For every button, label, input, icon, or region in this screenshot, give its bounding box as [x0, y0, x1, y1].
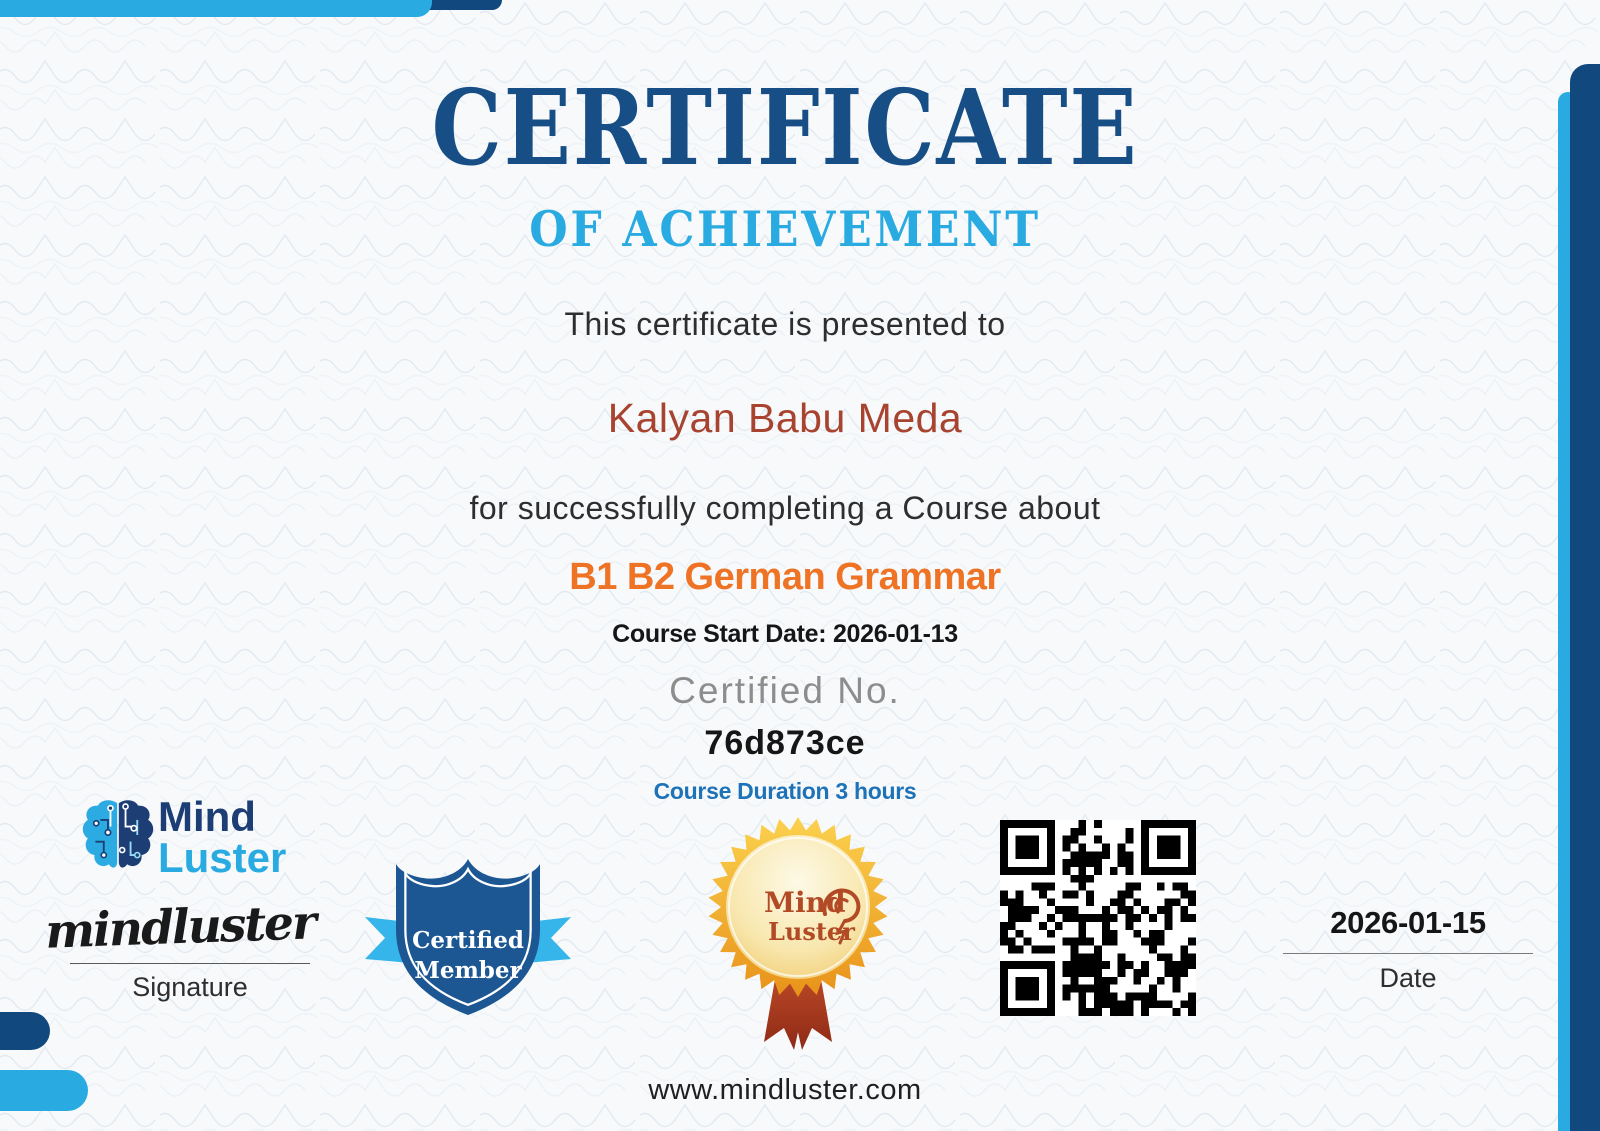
certified-no-label: Certified No.: [669, 670, 901, 711]
right-edge-dark-bar: [1570, 64, 1600, 1131]
medal-line1: Mind: [764, 886, 846, 919]
wordmark-luster: Luster: [158, 834, 287, 881]
completing-line: for successfully completing a Course about: [469, 490, 1101, 526]
presented-line: This certificate is presented to: [564, 306, 1006, 342]
mindluster-logo: [40, 794, 360, 886]
brain-logo-icon: [82, 796, 154, 884]
website-url: www.mindluster.com: [648, 1074, 922, 1106]
recipient-name: Kalyan Babu Meda: [607, 395, 963, 441]
date-line: [1283, 953, 1533, 954]
signature-block: [40, 794, 360, 1003]
course-title: B1 B2 German Grammar: [569, 556, 1001, 598]
signature-line: [70, 963, 310, 964]
medal-icon: [698, 812, 898, 1062]
certified-no-value: 76d873ce: [704, 724, 866, 762]
mindluster-wordmark: [158, 793, 287, 881]
certificate-subtitle: OF ACHIEVEMENT: [529, 200, 1041, 258]
signature-label: Signature: [132, 972, 248, 1002]
wordmark-mind: Mind: [158, 793, 256, 840]
signature-script: mindluster: [44, 895, 316, 960]
course-start-date: [0, 620, 1570, 649]
medal-line2: Luster: [768, 917, 855, 946]
course-duration-line: Course Duration 3 hours: [653, 778, 917, 804]
certified-member-badge-icon: [363, 853, 573, 1021]
badge-line2: Member: [414, 957, 522, 984]
date-label: Date: [1379, 963, 1437, 993]
course-start-date-label: Course Start Date:: [612, 620, 827, 648]
issue-date-value: 2026-01-15: [1330, 905, 1486, 940]
date-block: [1283, 905, 1533, 994]
course-start-date-value: 2026-01-13: [832, 620, 958, 648]
top-edge-accent-bar: [0, 0, 432, 17]
badge-line1: Certified: [412, 927, 524, 954]
certificate-title: CERTIFICATE: [431, 66, 1139, 189]
bottom-left-dark-pill: [0, 1012, 50, 1050]
qr-code: [1000, 820, 1196, 1016]
